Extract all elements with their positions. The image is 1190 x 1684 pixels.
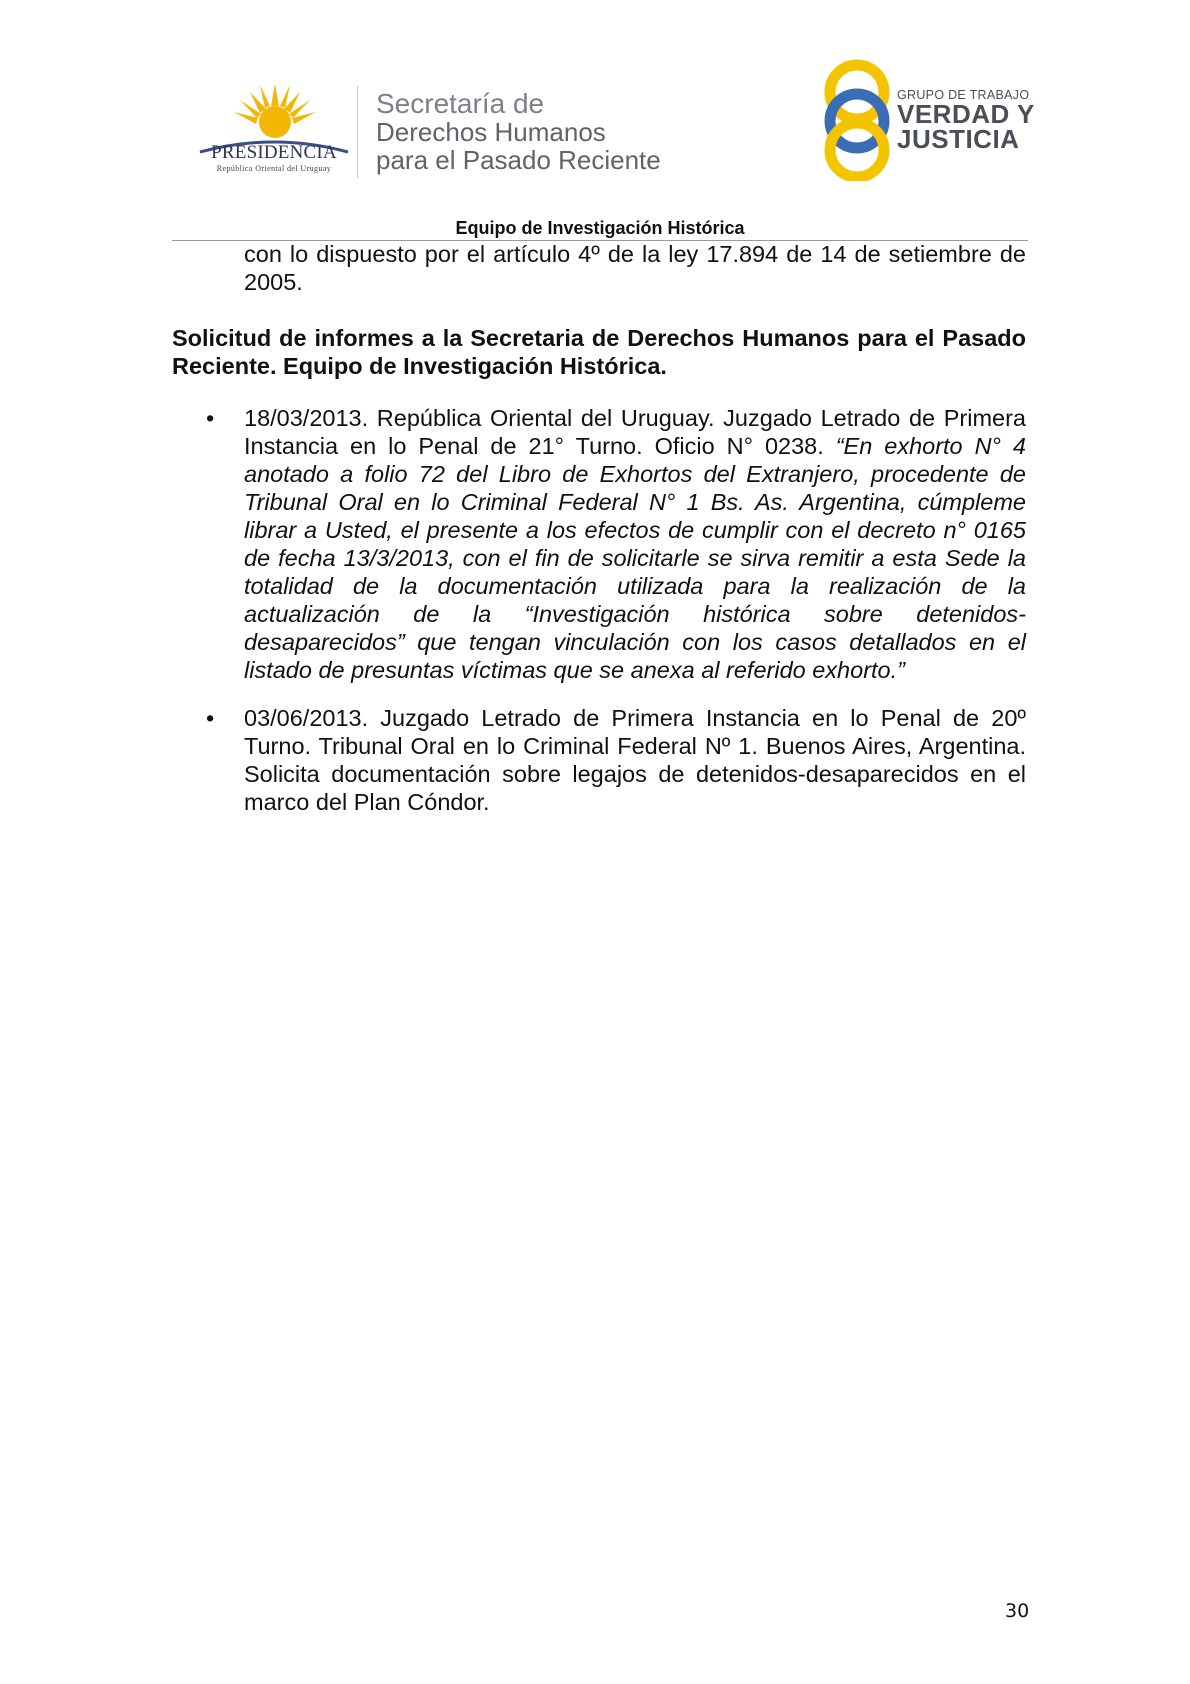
entry-text: 18/03/2013. República Oriental del Uruguay. Juzgado Letrado de Primera Instancia en lo Penal de 21° Turno. Oficio N° 0238. <box>244 405 1026 459</box>
secretaria-line1: Secretaría de <box>376 88 545 119</box>
secretaria-line2: Derechos Humanos <box>376 117 606 147</box>
page-number: 30 <box>1005 1600 1030 1622</box>
entries-list <box>172 404 1026 816</box>
logo-divider <box>357 86 358 178</box>
presidencia-logo <box>196 82 352 178</box>
continuation-paragraph: con lo dispuesto por el artículo 4º de la ley 17.894 de 14 de setiembre de 2005. <box>244 241 1026 295</box>
grupo-line2: VERDAD Y <box>897 99 1035 129</box>
bullet: • <box>206 405 215 431</box>
bullet: • <box>206 705 215 731</box>
entry-text: 03/06/2013. Juzgado Letrado de Primera Instancia en lo Penal de 20º Turno. Tribunal Oral en lo Criminal Federal Nº 1. Buenos Aires, Argentina. Solicita documentación sobre legajos de detenidos-desaparecidos en el marco del Plan Cóndor. <box>244 705 1026 815</box>
grupo-line3: JUSTICIA <box>897 124 1020 154</box>
presidencia-subtitle: República Oriental del Uruguay <box>216 164 332 173</box>
sun-icon <box>230 82 320 144</box>
header-logos <box>0 0 1190 210</box>
secretaria-logo <box>376 90 661 174</box>
entry-quote: “En exhorto N° 4 anotado a folio 72 del Libro de Exhortos del Extranjero, procedente de Tribunal Oral en lo Criminal Federal N° 1 Bs. As. Argentina, cúmpleme librar a Usted, el presente a los efectos de cumplir con el decreto n° 0165 de fecha 13/3/2013, con el fin de solicitarle se sirva remitir a esta Sede la totalidad de la documentación utilizada para la realización de la actualización de la “Investigación histórica sobre detenidos- desaparecidos” que tengan vinculación con los casos detallados en el listado de presuntas víctimas que se anexa al referido exhorto.” <box>244 433 1026 683</box>
presidencia-name: PRESIDENCIA <box>211 142 337 163</box>
grupo-logo-text <box>897 88 1035 152</box>
secretaria-line3: para el Pasado Reciente <box>376 145 661 175</box>
section-heading: Solicitud de informes a la Secretaria de Derechos Humanos para el Pasado Reciente. Equipo de Investigación Histórica. <box>172 325 1026 379</box>
list-item <box>206 404 1026 684</box>
document-body <box>172 240 1026 836</box>
list-item <box>206 704 1026 816</box>
grupo-line1: GRUPO DE TRABAJO <box>897 88 1030 102</box>
department-title: Equipo de Investigación Histórica <box>455 218 745 238</box>
